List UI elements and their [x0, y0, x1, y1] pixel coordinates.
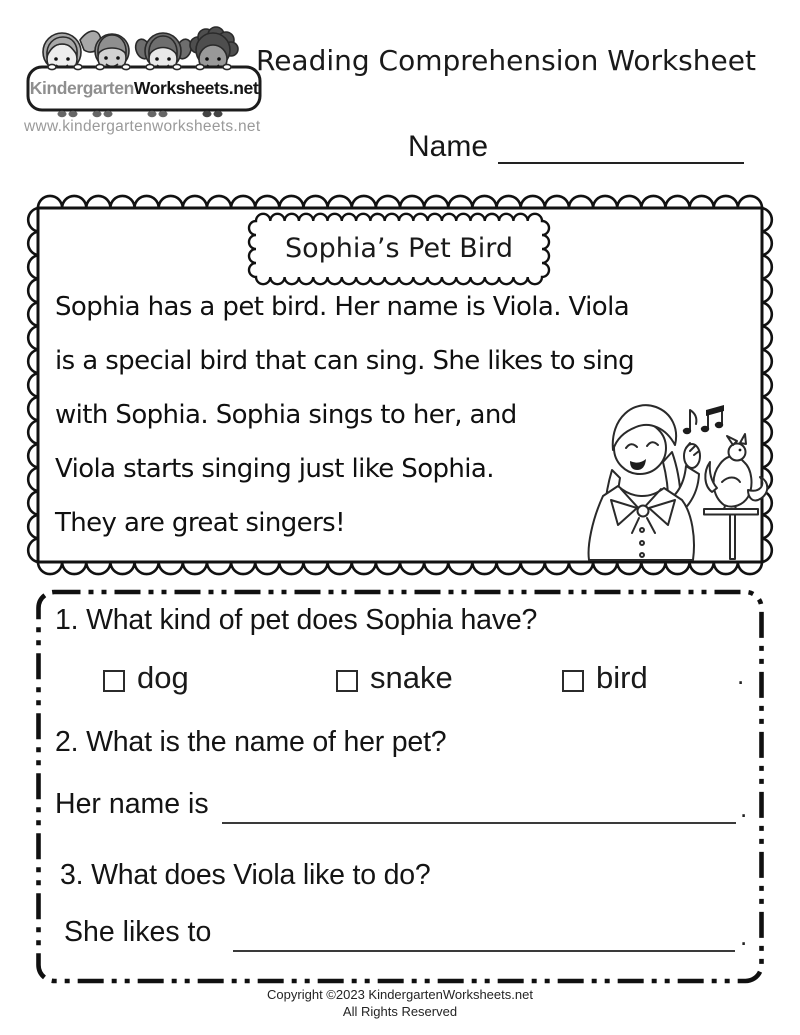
checkbox-icon[interactable]: [562, 670, 584, 692]
page-title: Reading Comprehension Worksheet: [256, 44, 756, 77]
story-text-line-4: Viola starts singing just like Sophia.: [55, 454, 494, 484]
story-title: Sophia’s Pet Bird: [284, 233, 514, 264]
answer-option-dog-label: dog: [137, 660, 189, 695]
footer-copyright: Copyright ©2023 KindergartenWorksheets.net: [267, 987, 533, 1002]
logo-url: www.kindergartenworksheets.net: [24, 118, 261, 135]
story-text-line-3: with Sophia. Sophia sings to her, and: [55, 400, 517, 430]
name-label: Name: [408, 130, 489, 163]
logo-kids-feet: [58, 111, 223, 117]
question-2-answer-prefix: Her name is: [55, 788, 209, 820]
story-text-line-2: is a special bird that can sing. She likes to sing: [55, 346, 635, 376]
footer-rights: All Rights Reserved: [342, 1004, 458, 1019]
checkbox-icon[interactable]: [103, 670, 125, 692]
question-2-text: 2. What is the name of her pet?: [55, 726, 447, 758]
answer-option-snake[interactable]: [336, 660, 453, 696]
logo-brand: [30, 71, 258, 106]
story-text-line-1: Sophia has a pet bird. Her name is Viola. Viola: [55, 292, 630, 322]
name-blank-line[interactable]: [498, 132, 744, 164]
question-1-text: 1. What kind of pet does Sophia have?: [55, 604, 538, 636]
checkbox-icon[interactable]: [336, 670, 358, 692]
question-2-answer-blank-line[interactable]: [222, 790, 736, 824]
question-2-period: .: [740, 793, 748, 823]
question-3-period: .: [740, 921, 748, 951]
name-row: [408, 130, 744, 164]
question-3-answer-prefix: She likes to: [64, 916, 212, 948]
question-3-text: 3. What does Viola like to do?: [60, 859, 431, 891]
answer-option-snake-label: snake: [370, 660, 453, 695]
answer-option-bird[interactable]: [562, 660, 648, 696]
logo-brand-kindergarten: Kindergarten: [29, 78, 134, 98]
answer-option-dog[interactable]: [103, 660, 189, 696]
logo-brand-worksheets: Worksheets.net: [133, 78, 259, 98]
question-1-stray-period: .: [737, 660, 745, 690]
story-text-line-5: They are great singers!: [55, 508, 345, 538]
question-3-answer-blank-line[interactable]: [233, 918, 735, 952]
answer-option-bird-label: bird: [596, 660, 648, 695]
